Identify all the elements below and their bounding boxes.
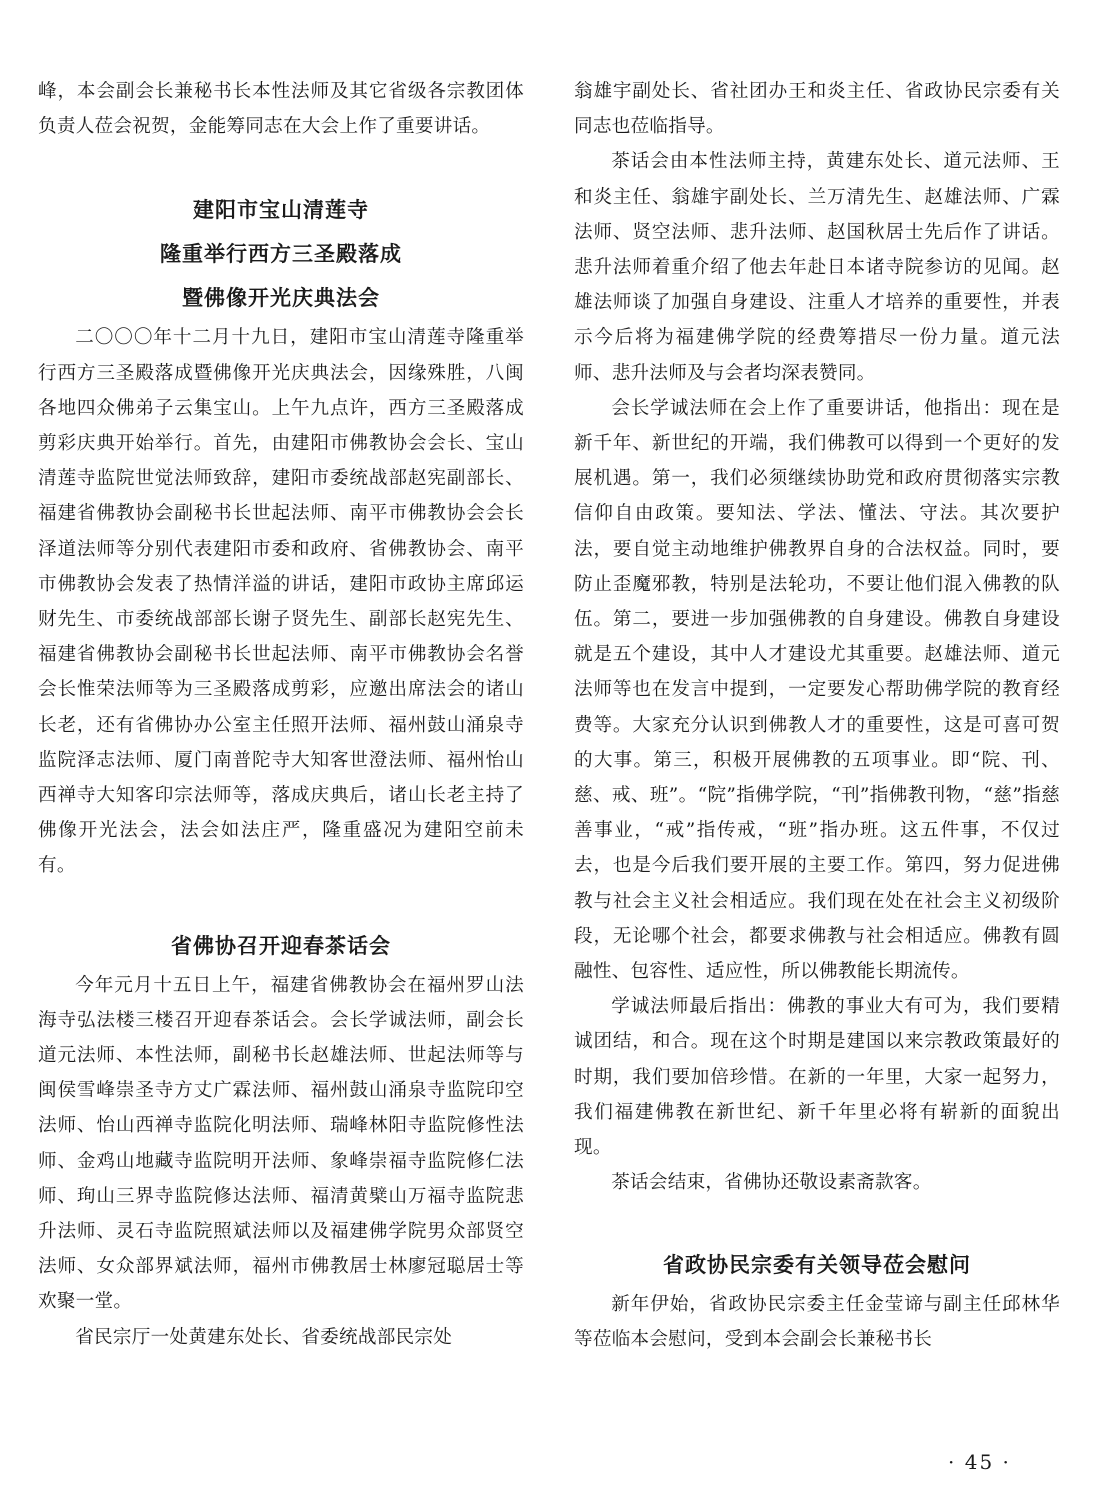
page-number: · 45 · (948, 1450, 1011, 1474)
article-paragraph: 会长学诚法师在会上作了重要讲话，他指出：现在是新千年、新世纪的开端，我们佛教可以得到一个更好的发展机遇。第一，我们必须继续协助党和政府贯彻落实宗教信仰自由政策。要知法、学法、懂法、守法。其次要护法，要自觉主动地维护佛教界自身的合法权益。同时，要防止歪魔邪教，特别是法轮功，不要让他们混入佛教的队伍。第二，要进一步加强佛教的自身建设。佛教自身建设就是五个建设，其中人才建设尤其重要。赵雄法师、道元法师等也在发言中提到，一定要发心帮助佛学院的教育经费等。大家充分认识到佛教人才的重要性，这是可喜可贺的大事。第三，积极开展佛教的五项事业。即“院、刊、慈、戒、班”。“院”指佛学院，“刊”指佛教刊物，“慈”指慈善事业，“戒”指传戒，“班”指办班。这五件事，不仅过去，也是今后我们要开展的主要工作。第四，努力促进佛教与社会主义社会相适应。我们现在处在社会主义初级阶段，无论哪个社会，都要求佛教与社会相适应。佛教有圆融性、包容性、适应性，所以佛教能长期流传。 (574, 397, 1060, 983)
article-title-line-2: 隆重举行西方三圣殿落成 (160, 242, 402, 267)
article-title-qinglian-temple (38, 188, 524, 320)
article-title-line-1: 建阳市宝山清莲寺 (193, 198, 369, 223)
continued-paragraph: 翁雄宇副处长、省社团办王和炎主任、省政协民宗委有关同志也莅临指导。 (574, 81, 1060, 138)
article-paragraph: 省民宗厅一处黄建东处长、省委统战部民宗处 (75, 1326, 453, 1348)
article-paragraph: 二〇〇〇年十二月十九日，建阳市宝山清莲寺隆重举行西方三圣殿落成暨佛像开光庆典法会，因缘殊胜，八闽各地四众佛弟子云集宝山。上午九点许，西方三圣殿落成剪彩庆典开始举行。首先，由建阳市佛教协会会长、宝山清莲寺监院世觉法师致辞，建阳市委统战部赵宪副部长、福建省佛教协会副秘书长世起法师、南平市佛教协会会长泽道法师等分别代表建阳市委和政府、省佛教协会、南平市佛教协会发表了热情洋溢的讲话，建阳市政协主席邱运财先生、市委统战部部长谢子贤先生、副部长赵宪先生、福建省佛教协会副秘书长世起法师、南平市佛教协会名誉会长惟荣法师等为三圣殿落成剪彩，应邀出席法会的诸山长老，还有省佛协办公室主任照开法师、福州鼓山涌泉寺监院泽志法师、厦门南普陀寺大知客世澄法师、福州怡山西禅寺大知客印宗法师等，落成庆典后，诸山长老主持了佛像开光法会，法会如法庄严，隆重盛况为建阳空前未有。 (38, 327, 524, 877)
page-body (38, 74, 1060, 1454)
left-column (38, 74, 524, 1454)
article-paragraph: 今年元月十五日上午，福建省佛教协会在福州罗山法海寺弘法楼三楼召开迎春茶话会。会长学诚法师，副会长道元法师、本性法师，副秘书长赵雄法师、世起法师等与闽侯雪峰崇圣寺方丈广霖法师、福州鼓山涌泉寺监院印空法师、怡山西禅寺监院化明法师、瑞峰林阳寺监院修性法师、金鸡山地藏寺监院明开法师、象峰崇福寺监院修仁法师、珣山三界寺监院修达法师、福清黄檗山万福寺监院悲升法师、灵石寺监院照斌法师以及福建佛学院男众部贤空法师、女众部界斌法师，福州市佛教居士林廖冠聪居士等欢聚一堂。 (38, 974, 524, 1313)
right-column (574, 74, 1060, 1454)
article-paragraph: 新年伊始，省政协民宗委主任金莹谛与副主任邱林华等莅临本会慰问，受到本会副会长兼秘书长 (574, 1293, 1060, 1350)
article-paragraph: 茶话会由本性法师主持，黄建东处长、道元法师、王和炎主任、翁雄宇副处长、兰万清先生、赵雄法师、广霖法师、贤空法师、悲升法师、赵国秋居士先后作了讲话。悲升法师着重介绍了他去年赴日本诸寺院参访的见闻。赵雄法师谈了加强自身建设、注重人才培养的重要性，并表示今后将为福建佛学院的经费筹措尽一份力量。道元法师、悲升法师及与会者均深表赞同。 (574, 151, 1060, 384)
article-title-spring-tea-party: 省佛协召开迎春茶话会 (171, 933, 391, 958)
article-title-cppcc-visit: 省政协民宗委有关领导莅会慰问 (663, 1252, 971, 1277)
intro-paragraph: 峰，本会副会长兼秘书长本性法师及其它省级各宗教团体负责人莅会祝贺，金能筹同志在大会上作了重要讲话。 (38, 81, 524, 138)
article-paragraph: 学诚法师最后指出：佛教的事业大有可为，我们要精诚团结，和合。现在这个时期是建国以来宗教政策最好的时期，我们要加倍珍惜。在新的一年里，大家一起努力，我们福建佛教在新世纪、新千年里必将有崭新的面貌出现。 (574, 996, 1060, 1159)
article-title-line-3: 暨佛像开光庆典法会 (182, 286, 380, 311)
article-paragraph: 茶话会结束，省佛协还敬设素斋款客。 (611, 1172, 932, 1194)
